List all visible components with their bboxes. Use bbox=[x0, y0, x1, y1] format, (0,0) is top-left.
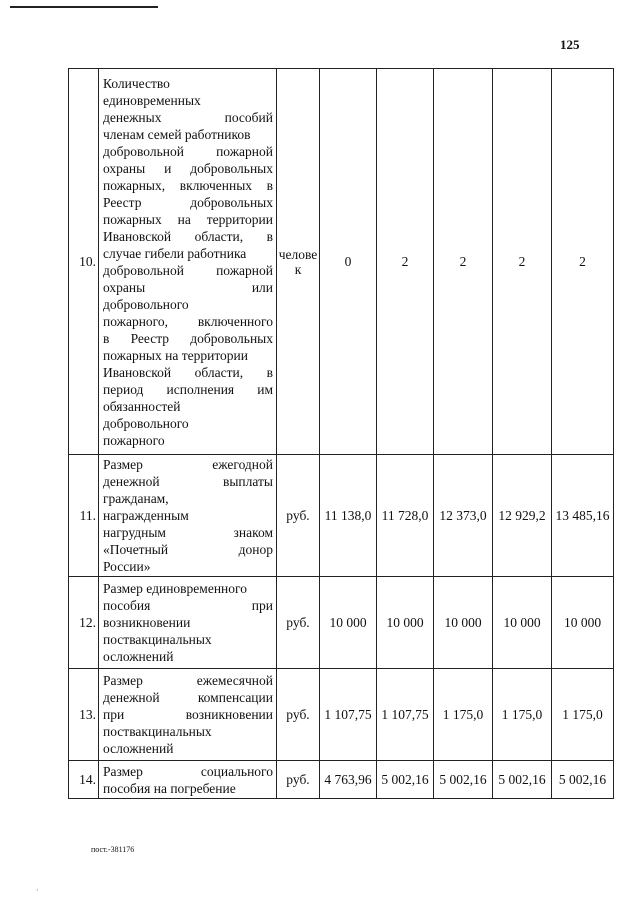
description-line bbox=[103, 262, 273, 279]
value-cell: 10 000 bbox=[320, 577, 377, 669]
value-cell: 11 138,0 bbox=[320, 455, 377, 577]
description-word: пожарного bbox=[103, 432, 165, 448]
description-word: территории bbox=[206, 211, 273, 227]
description-line bbox=[103, 507, 273, 524]
description-word: на bbox=[177, 211, 191, 227]
description-word: пожарного, bbox=[103, 313, 169, 329]
description-word: пожарных на территории bbox=[103, 347, 249, 363]
description-line bbox=[103, 597, 273, 614]
value-cell: 12 929,2 bbox=[493, 455, 552, 577]
description-word: Размер bbox=[103, 673, 143, 688]
description-word: им bbox=[257, 381, 273, 397]
description-word: донор bbox=[238, 542, 273, 557]
top-rule bbox=[10, 6, 158, 8]
description-word: осложнений bbox=[103, 649, 174, 664]
description-line bbox=[103, 780, 273, 797]
description-word: денежной bbox=[103, 474, 160, 489]
unit-cell bbox=[277, 669, 320, 761]
value-cell: 5 002,16 bbox=[552, 761, 614, 799]
description-word: возникновении bbox=[103, 615, 191, 630]
value-cell: 5 002,16 bbox=[493, 761, 552, 799]
description-word: денежных bbox=[103, 109, 162, 125]
description-word: в bbox=[103, 330, 110, 346]
description-line bbox=[103, 558, 273, 575]
description-word: единовременных bbox=[103, 92, 201, 108]
value-cell: 2 bbox=[552, 69, 614, 455]
description-word: Размер единовременного bbox=[103, 581, 247, 596]
description-line bbox=[103, 763, 273, 780]
description-word: России» bbox=[103, 559, 151, 574]
description-word: нагрудным bbox=[103, 525, 166, 540]
description-word: пожарной bbox=[216, 143, 273, 159]
description-line bbox=[103, 245, 273, 262]
row-description bbox=[99, 69, 277, 455]
row-number: 13. bbox=[69, 669, 99, 761]
description-line bbox=[103, 672, 273, 689]
table-row bbox=[69, 69, 614, 455]
description-word: Реестр bbox=[103, 194, 142, 210]
description-word: включенного bbox=[197, 313, 273, 329]
description-word: период bbox=[103, 381, 144, 397]
value-cell: 10 000 bbox=[377, 577, 434, 669]
value-cell: 1 175,0 bbox=[434, 669, 493, 761]
description-line bbox=[103, 211, 273, 228]
description-line bbox=[103, 313, 273, 330]
value-cell: 2 bbox=[434, 69, 493, 455]
description-line bbox=[103, 381, 273, 398]
description-word: добровольных bbox=[190, 160, 273, 176]
value-cell: 5 002,16 bbox=[434, 761, 493, 799]
description-word: и bbox=[164, 160, 172, 176]
description-word: членам семей работников bbox=[103, 126, 251, 142]
row-number: 10. bbox=[69, 69, 99, 455]
row-description bbox=[99, 577, 277, 669]
table-row bbox=[69, 761, 614, 799]
description-word: добровольных bbox=[190, 330, 273, 346]
description-word: Ивановской bbox=[103, 228, 172, 244]
description-line bbox=[103, 177, 273, 194]
value-cell: 1 175,0 bbox=[552, 669, 614, 761]
description-word: ежегодной bbox=[212, 457, 273, 472]
description-word: осложнений bbox=[103, 741, 174, 756]
description-line bbox=[103, 415, 273, 432]
value-cell: 11 728,0 bbox=[377, 455, 434, 577]
value-cell: 4 763,96 bbox=[320, 761, 377, 799]
table-body bbox=[69, 69, 614, 799]
description-word: при bbox=[103, 707, 125, 722]
description-word: пожарных, bbox=[103, 177, 166, 193]
description-word: пожарных bbox=[103, 211, 162, 227]
description-word: пожарной bbox=[216, 262, 273, 278]
description-word: гражданам, bbox=[103, 491, 169, 506]
description-word: в bbox=[266, 177, 273, 193]
description-word: денежной bbox=[103, 690, 160, 705]
description-word: Ивановской bbox=[103, 364, 172, 380]
value-cell: 1 107,75 bbox=[377, 669, 434, 761]
description-line bbox=[103, 580, 273, 597]
unit-cell bbox=[277, 455, 320, 577]
description-word: Количество bbox=[103, 75, 170, 91]
row-description bbox=[99, 455, 277, 577]
description-line bbox=[103, 126, 273, 143]
description-word: в bbox=[266, 228, 273, 244]
row-description bbox=[99, 761, 277, 799]
value-cell: 1 175,0 bbox=[493, 669, 552, 761]
value-cell: 10 000 bbox=[552, 577, 614, 669]
description-line bbox=[103, 706, 273, 723]
description-word: добровольного bbox=[103, 296, 189, 312]
description-line bbox=[103, 473, 273, 490]
description-word: исполнения bbox=[166, 381, 235, 397]
table-row bbox=[69, 455, 614, 577]
description-word: охраны bbox=[103, 279, 146, 295]
description-line bbox=[103, 432, 273, 449]
description-line bbox=[103, 160, 273, 177]
document-footer: пост.-381176 bbox=[91, 845, 135, 854]
description-word: добровольной bbox=[103, 143, 184, 159]
description-word: охраны bbox=[103, 160, 146, 176]
description-line bbox=[103, 524, 273, 541]
description-line bbox=[103, 631, 273, 648]
unit-text: руб. bbox=[286, 707, 310, 722]
description-word: добровольной bbox=[103, 262, 184, 278]
description-word: пособий bbox=[224, 109, 273, 125]
value-cell: 10 000 bbox=[493, 577, 552, 669]
table-row bbox=[69, 577, 614, 669]
description-line bbox=[103, 330, 273, 347]
row-number: 11. bbox=[69, 455, 99, 577]
description-word: Размер bbox=[103, 763, 143, 779]
value-cell: 5 002,16 bbox=[377, 761, 434, 799]
description-line bbox=[103, 279, 273, 296]
description-word: пособия bbox=[103, 598, 151, 613]
description-line bbox=[103, 614, 273, 631]
row-number: 12. bbox=[69, 577, 99, 669]
description-line bbox=[103, 347, 273, 364]
value-cell: 12 373,0 bbox=[434, 455, 493, 577]
unit-text: челове bbox=[278, 247, 318, 262]
description-word: выплаты bbox=[222, 474, 273, 489]
description-word: компенсации bbox=[197, 690, 273, 705]
description-word: области, bbox=[194, 228, 244, 244]
description-word: социального bbox=[200, 763, 273, 779]
description-word: области, bbox=[194, 364, 244, 380]
unit-cell bbox=[277, 69, 320, 455]
description-word: ежемесячной bbox=[196, 673, 273, 688]
row-description bbox=[99, 669, 277, 761]
description-word: включенных bbox=[179, 177, 253, 193]
description-word: возникновении bbox=[185, 707, 273, 722]
description-line bbox=[103, 541, 273, 558]
description-word: пособия на погребение bbox=[103, 780, 236, 796]
description-line bbox=[103, 740, 273, 757]
unit-text: руб. bbox=[286, 615, 310, 630]
description-word: знаком bbox=[233, 525, 273, 540]
value-cell: 10 000 bbox=[434, 577, 493, 669]
description-word: награжденным bbox=[103, 508, 189, 523]
description-word: при bbox=[251, 598, 273, 613]
description-line bbox=[103, 143, 273, 160]
unit-text: руб. bbox=[286, 508, 310, 523]
value-cell: 13 485,16 bbox=[552, 455, 614, 577]
description-line bbox=[103, 456, 273, 473]
unit-cell bbox=[277, 761, 320, 799]
description-word: поствакцинальных bbox=[103, 632, 212, 647]
description-word: или bbox=[251, 279, 273, 295]
description-word: добровольных bbox=[190, 194, 273, 210]
description-word: добровольного bbox=[103, 415, 189, 431]
description-line bbox=[103, 398, 273, 415]
description-line bbox=[103, 364, 273, 381]
unit-text: к bbox=[294, 262, 302, 277]
description-word: Размер bbox=[103, 457, 143, 472]
description-line bbox=[103, 92, 273, 109]
description-line bbox=[103, 723, 273, 740]
benefits-table bbox=[68, 68, 614, 799]
description-line bbox=[103, 296, 273, 313]
table-row bbox=[69, 669, 614, 761]
description-word: поствакцинальных bbox=[103, 724, 212, 739]
description-word: Реестр bbox=[130, 330, 170, 346]
value-cell: 1 107,75 bbox=[320, 669, 377, 761]
value-cell: 2 bbox=[493, 69, 552, 455]
description-line bbox=[103, 490, 273, 507]
description-word: «Почетный bbox=[103, 542, 169, 557]
row-number: 14. bbox=[69, 761, 99, 799]
description-line bbox=[103, 109, 273, 126]
description-line bbox=[103, 228, 273, 245]
description-word: случае гибели работника bbox=[103, 245, 247, 261]
description-word: в bbox=[266, 364, 273, 380]
value-cell: 0 bbox=[320, 69, 377, 455]
value-cell: 2 bbox=[377, 69, 434, 455]
description-line bbox=[103, 194, 273, 211]
description-word: обязанностей bbox=[103, 398, 181, 414]
description-line bbox=[103, 75, 273, 92]
unit-cell bbox=[277, 577, 320, 669]
unit-text: руб. bbox=[286, 772, 310, 787]
description-line bbox=[103, 689, 273, 706]
description-line bbox=[103, 648, 273, 665]
page-number: 125 bbox=[560, 37, 580, 52]
